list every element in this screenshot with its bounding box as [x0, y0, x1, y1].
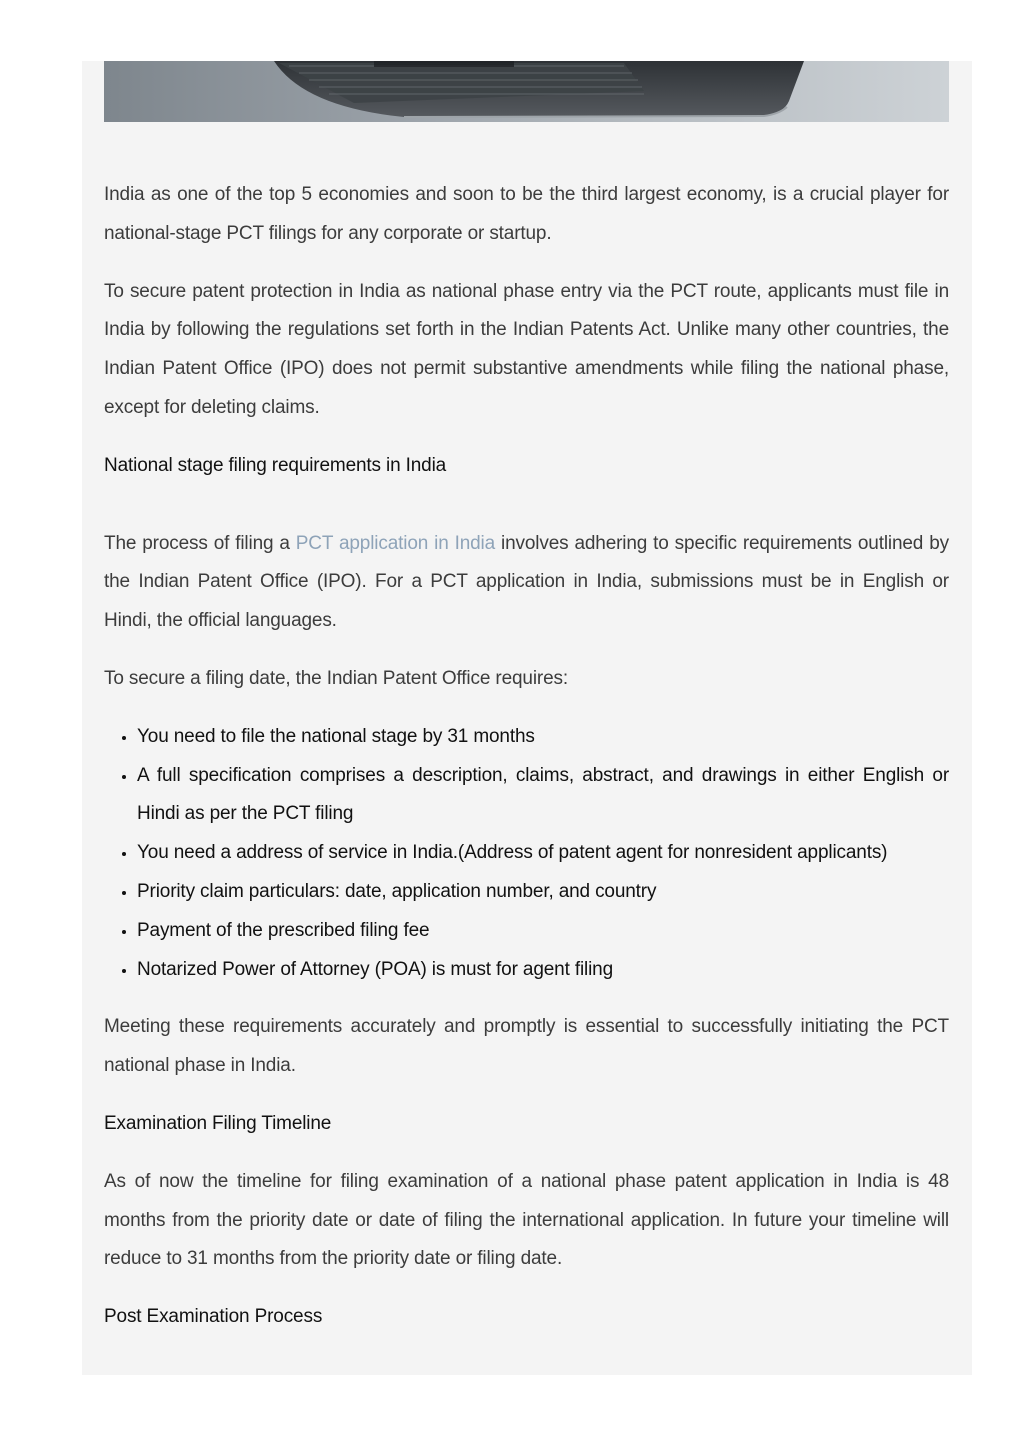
list-item: • You need to file the national stage by 31 months [137, 718, 949, 757]
article-content [104, 176, 949, 1356]
laptop-photo-icon [104, 61, 949, 122]
intro-paragraph-2: To secure patent protection in India as national phase entry via the PCT route, applicants must file in India by following the regulations set forth in the Indian Patents Act. Unlike many other countries, the Indian Patent Office (IPO) does not permit substantive amendments while filing the national phase, except for deleting claims. [104, 280, 949, 418]
examination-paragraph: As of now the timeline for filing examination of a national phase patent application in India is 48 months from the priority date or date of filing the international application. In future your timeline will reduce to 31 months from the priority date or filing date. [104, 1170, 949, 1270]
requirements-paragraph-1 [104, 525, 949, 641]
list-item: • A full specification comprises a description, claims, abstract, and drawings in either English or Hindi as per the PCT filing [137, 757, 949, 835]
requirements-text-before-link: The process of filing a [104, 532, 296, 554]
requirements-text-after-link: involves adhering to specific requirements outlined by the Indian Patent Office (IPO). For a PCT application in India, submissions must be in English or Hindi, the official languages. [104, 532, 949, 632]
requirements-list [104, 718, 949, 990]
examination-heading: Examination Filing Timeline [104, 1112, 332, 1134]
list-item: • Notarized Power of Attorney (POA) is must for agent filing [137, 951, 949, 990]
list-item: • Priority claim particulars: date, application number, and country [137, 873, 949, 912]
requirements-paragraph-3: Meeting these requirements accurately and promptly is essential to successfully initiating the PCT national phase in India. [104, 1016, 949, 1077]
post-examination-heading: Post Examination Process [104, 1306, 323, 1328]
article-card [82, 61, 972, 1375]
requirements-paragraph-2: To secure a filing date, the Indian Patent Office requires: [104, 667, 568, 689]
list-item: • Payment of the prescribed filing fee [137, 912, 949, 951]
requirements-heading: National stage filing requirements in India [104, 454, 447, 476]
pct-application-link[interactable]: PCT application in India [295, 532, 496, 554]
hero-image [104, 61, 949, 122]
list-item: • You need a address of service in India.(Address of patent agent for nonresident applicants) [137, 834, 949, 873]
intro-paragraph-1: India as one of the top 5 economies and soon to be the third largest economy, is a crucial player for national-stage PCT filings for any corporate or startup. [104, 184, 949, 244]
